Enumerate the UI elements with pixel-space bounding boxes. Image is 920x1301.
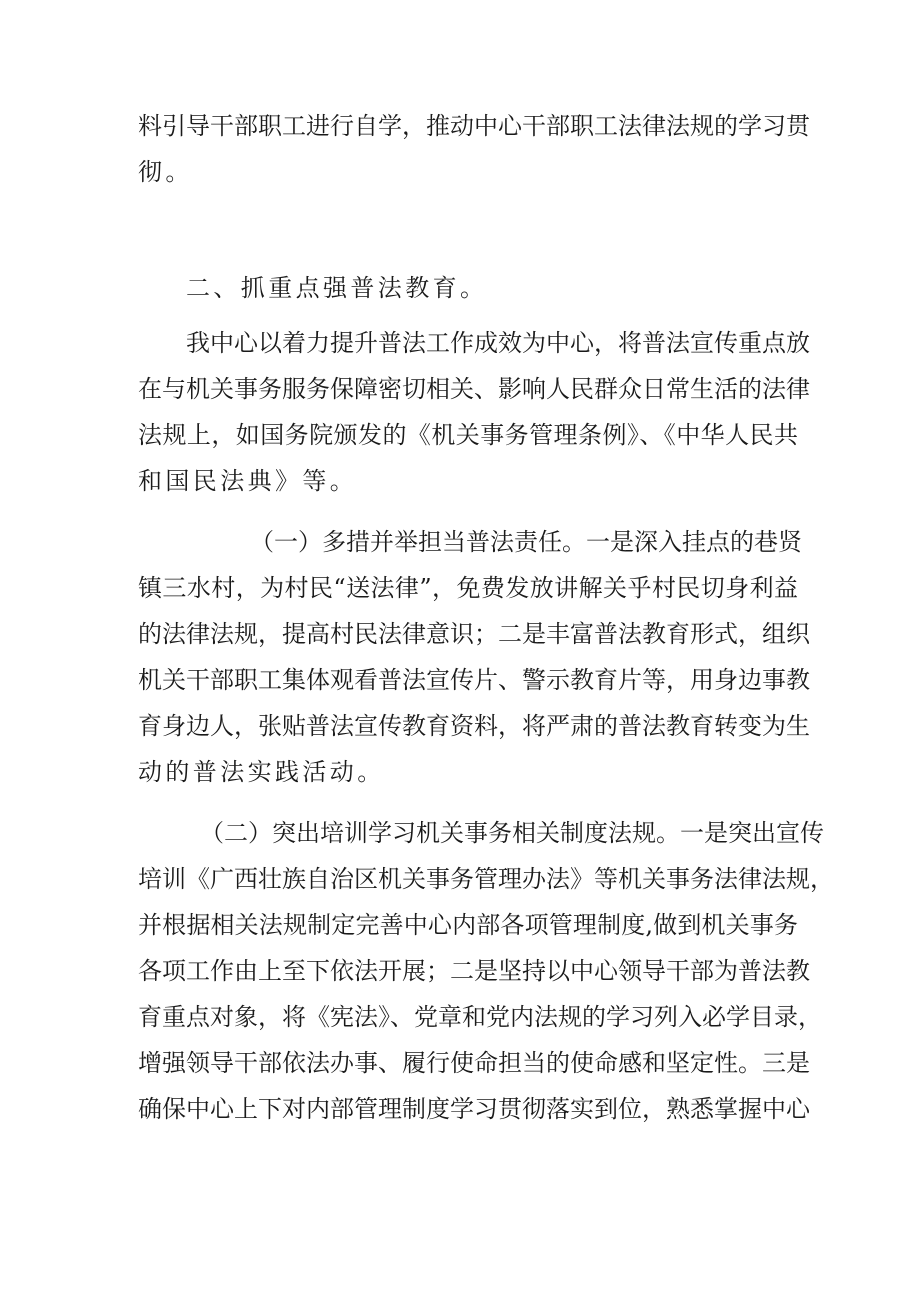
text-line: 和国民法典》等。 — [138, 467, 358, 495]
text-line: 各项工作由上至下依法开展；二是坚持以中心领导干部为普法教 — [138, 957, 810, 985]
text-line: 在与机关事务服务保障密切相关、影响人民群众日常生活的法律 — [138, 375, 810, 403]
subsection-first-line: （二）突出培训学习机关事务相关制度法规。一是突出宣传 — [200, 819, 824, 847]
text-line: 的法律法规，提高村民法律意识；二是丰富普法教育形式，组织 — [138, 620, 810, 648]
text-line: 育重点对象，将《宪法》、党章和党内法规的学习列入必学目录， — [138, 1003, 822, 1031]
text-line: 料引导干部职工进行自学，推动中心干部职工法律法规的学习贯 — [138, 112, 810, 140]
section-heading: 二、抓重点强普法教育。 — [186, 274, 488, 302]
text-line: 确保中心上下对内部管理制度学习贯彻落实到位，熟悉掌握中心 — [138, 1095, 810, 1123]
subsection-first-line: （一）多措并举担当普法责任。一是深入挂点的巷贤 — [250, 528, 802, 556]
text-line: 动的普法实践活动。 — [138, 758, 385, 786]
text-line: 我中心以着力提升普法工作成效为中心，将普法宣传重点放 — [186, 329, 810, 357]
text-line: 增强领导干部依法办事、履行使命担当的使命感和坚定性。三是 — [138, 1049, 810, 1077]
text-line: 镇三水村，为村民“送法律”，免费发放讲解关乎村民切身利益 — [138, 574, 798, 602]
text-line: 机关干部职工集体观看普法宣传片、警示教育片等，用身边事教 — [138, 666, 810, 694]
text-line: 并根据相关法规制定完善中心内部各项管理制度,做到机关事务 — [138, 911, 798, 939]
text-line: 育身边人，张贴普法宣传教育资料，将严肃的普法教育转变为生 — [138, 712, 810, 740]
text-line: 彻。 — [138, 158, 193, 186]
text-line: 法规上，如国务院颁发的《机关事务管理条例》、《中华人民共 — [138, 421, 798, 449]
text-line: 培训《广西壮族自治区机关事务管理办法》等机关事务法律法规， — [138, 865, 834, 893]
